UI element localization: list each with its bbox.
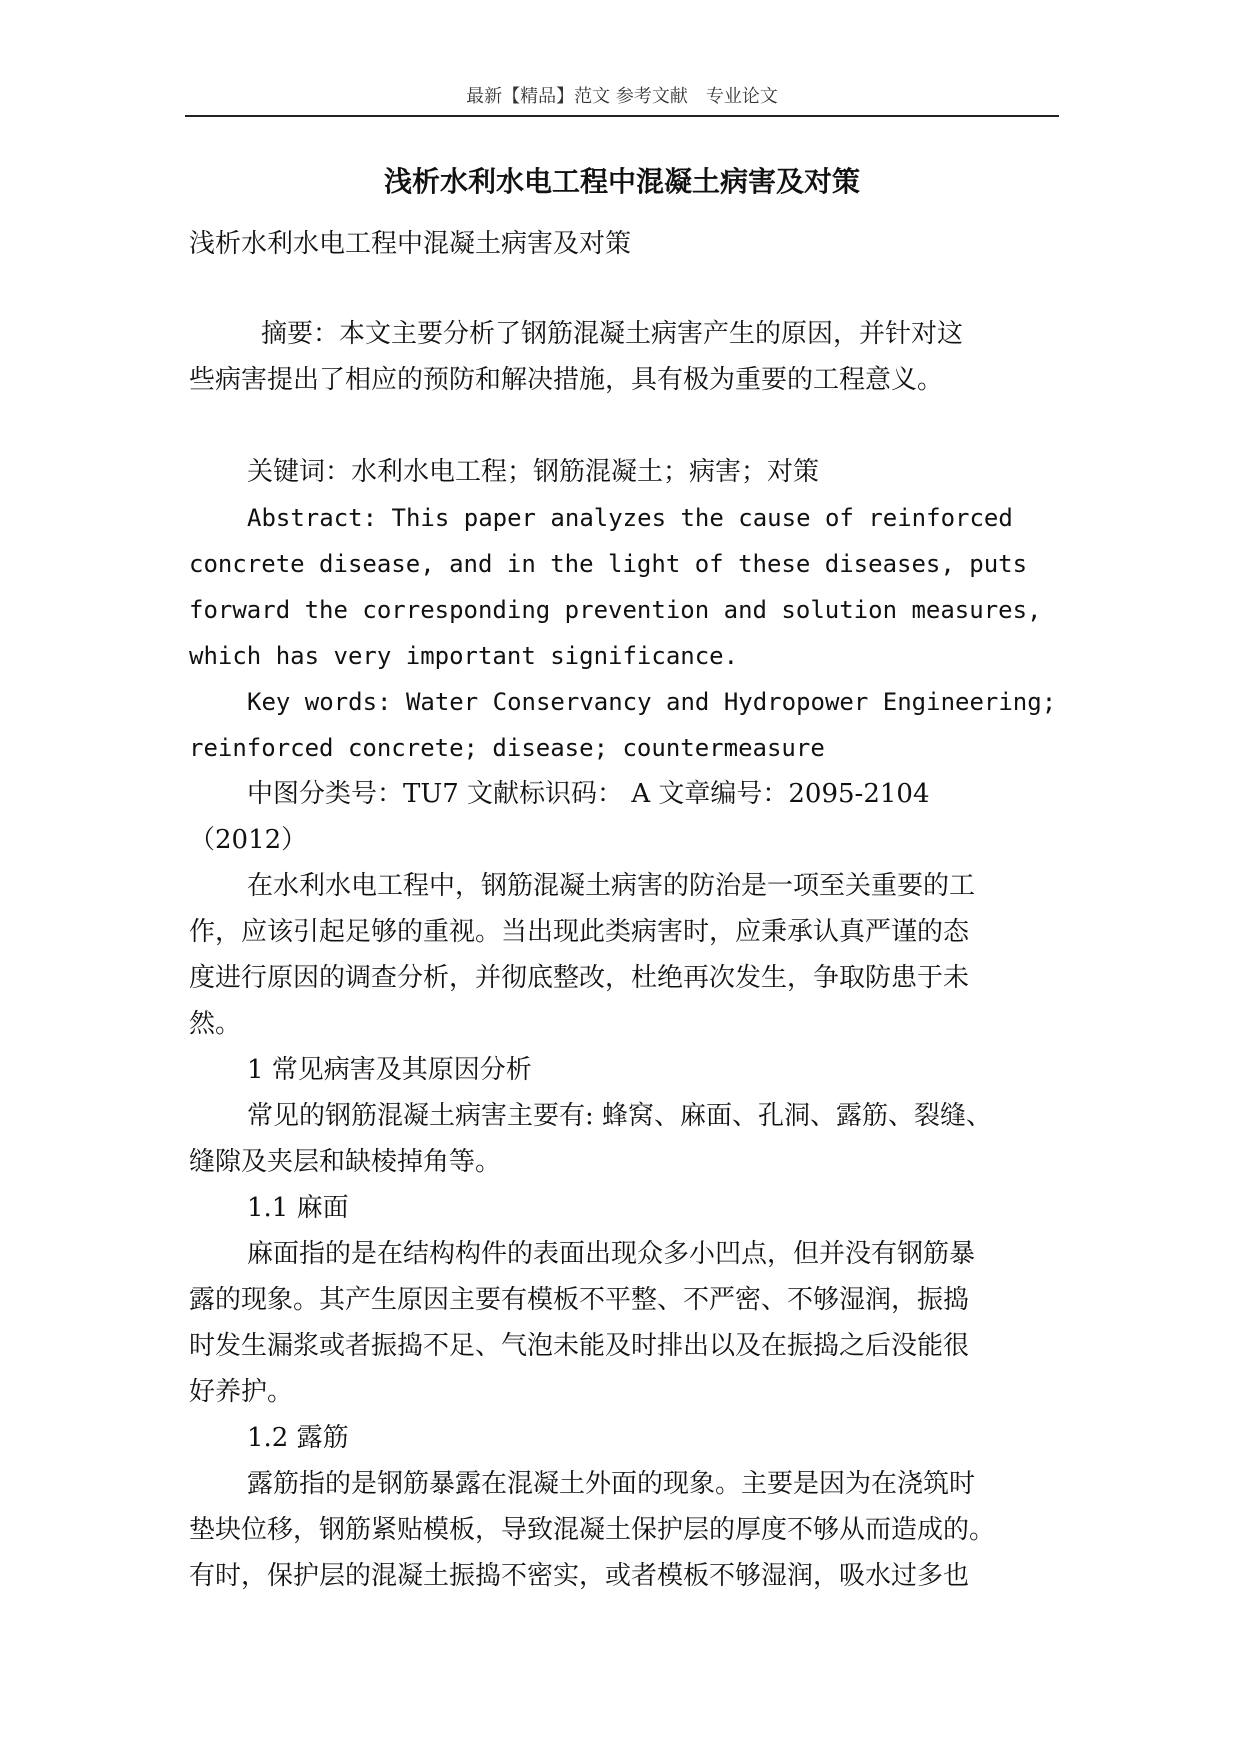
text-line: Key words: Water Conservancy and Hydropower Engineering; <box>247 688 1057 716</box>
text-line: 1.1 麻面 <box>247 1193 349 1223</box>
text-line: 在水利水电工程中，钢筋混凝土病害的防治是一项至关重要的工 <box>247 871 976 901</box>
text-line: 常见的钢筋混凝土病害主要有: 蜂窝、麻面、孔洞、露筋、裂缝、 <box>247 1101 993 1131</box>
text-line: 中图分类号：TU7 文献标识码： A 文章编号：2095-2104 <box>247 779 930 809</box>
text-line: （2012） <box>189 825 308 855</box>
text-line: 有时，保护层的混凝土振捣不密实，或者模板不够湿润，吸水过多也 <box>189 1561 970 1591</box>
text-line: 缝隙及夹层和缺棱掉角等。 <box>189 1147 502 1177</box>
text-line: concrete disease, and in the light of these diseases, puts <box>189 550 1028 578</box>
text-line: reinforced concrete; disease; countermeasure <box>189 734 825 762</box>
text-line: 作，应该引起足够的重视。当出现此类病害时，应秉承认真严谨的态 <box>189 917 970 947</box>
text-line: 露筋指的是钢筋暴露在混凝土外面的现象。主要是因为在浇筑时 <box>247 1469 976 1499</box>
document-title: 浅析水利水电工程中混凝土病害及对策 <box>383 165 860 198</box>
text-line: 麻面指的是在结构构件的表面出现众多小凹点，但并没有钢筋暴 <box>247 1239 976 1269</box>
text-line: 些病害提出了相应的预防和解决措施，具有极为重要的工程意义。 <box>189 365 944 395</box>
text-line: forward the corresponding prevention and solution measures, <box>189 596 1042 624</box>
text-line: 关键词：水利水电工程；钢筋混凝土；病害；对策 <box>247 457 820 487</box>
text-line: which has very important significance. <box>189 642 739 670</box>
header-divider <box>185 115 1059 117</box>
text-line: 好养护。 <box>189 1377 294 1407</box>
text-line: 浅析水利水电工程中混凝土病害及对策 <box>189 229 632 259</box>
text-line: 然。 <box>189 1009 242 1039</box>
text-line: 摘要：本文主要分析了钢筋混凝土病害产生的原因，并针对这 <box>261 319 964 349</box>
text-line: Abstract: This paper analyzes the cause of reinforced <box>247 504 1013 532</box>
text-line: 露的现象。其产生原因主要有模板不平整、不严密、不够湿润，振捣 <box>189 1285 970 1315</box>
text-line: 度进行原因的调查分析，并彻底整改，杜绝再次发生，争取防患于未 <box>189 963 970 993</box>
text-line: 时发生漏浆或者振捣不足、气泡未能及时排出以及在振捣之后没能很 <box>189 1331 970 1361</box>
text-line: 垫块位移，钢筋紧贴模板，导致混凝土保护层的厚度不够从而造成的。 <box>189 1515 996 1545</box>
text-line: 1 常见病害及其原因分析 <box>247 1055 532 1085</box>
text-line: 1.2 露筋 <box>247 1423 349 1453</box>
running-header: 最新【精品】范文 参考文献 专业论文 <box>466 86 778 107</box>
